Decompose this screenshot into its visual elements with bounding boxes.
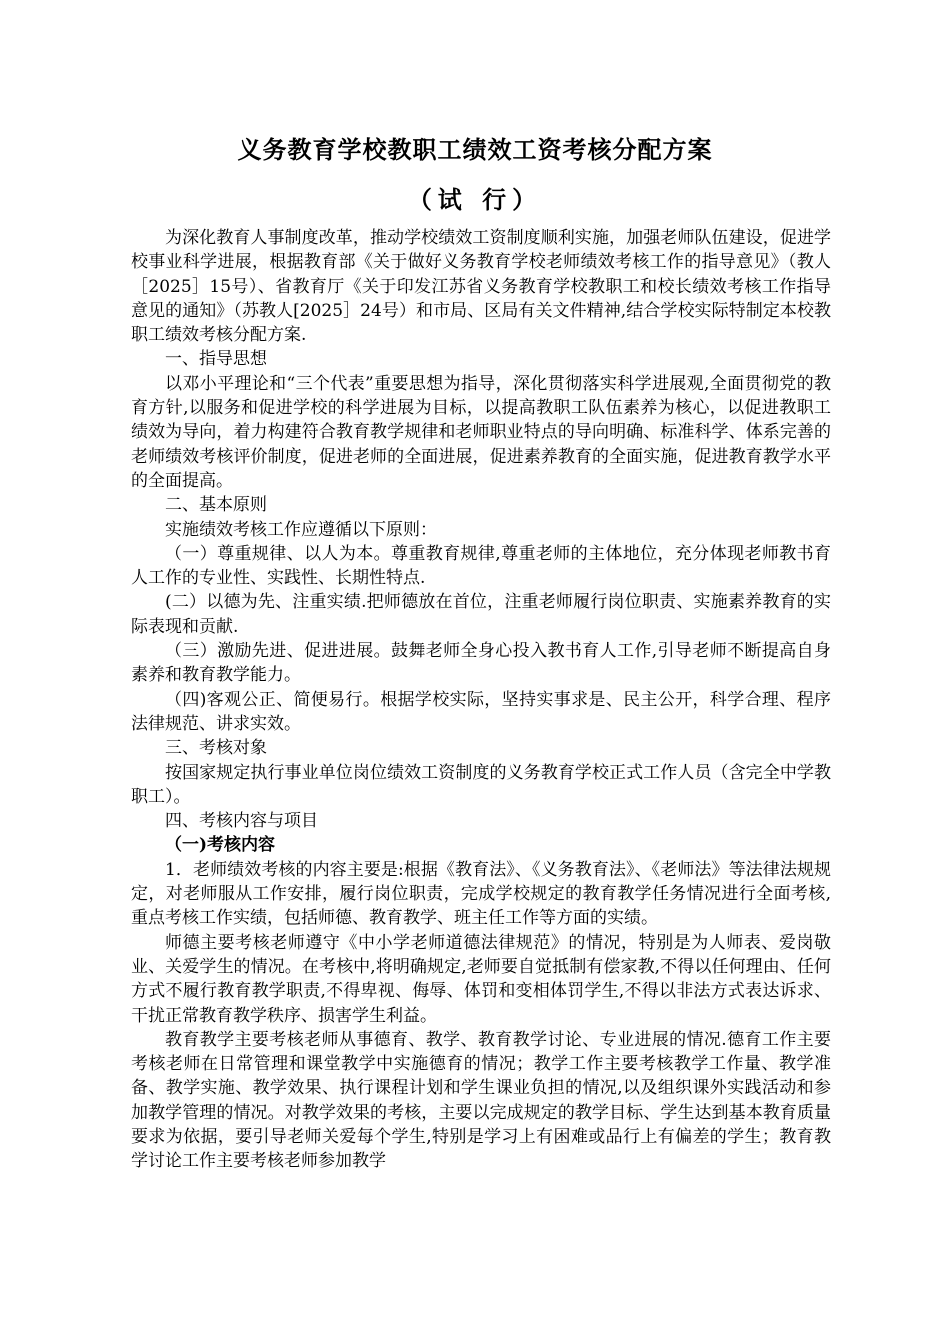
body-paragraph: 以邓小平理论和“三个代表”重要思想为指导，深化贯彻落实科学进展观,全面贯彻党的教育方针,以服务和促进学校的科学进展为目标，以提高教职工队伍素养为核心，以促进教职工绩效为导向，着力构建符合教育教学规律和老师职业特点的导向明确、标准科学、体系完善的老师绩效考核评价制度，促进老师的全面进展，促进素养教育的全面实施，促进教育教学水平的全面提高。 — [131, 373, 831, 491]
section-heading: 四、考核内容与项目 — [165, 811, 318, 832]
document-title: 义务教育学校教职工绩效工资考核分配方案 — [237, 136, 713, 164]
principle-item: （一）尊重规律、以人为本。尊重教育规律,尊重老师的主体地位，充分体现老师教书育人工作的专业性、实践性、长期性特点. — [131, 543, 831, 589]
document-subtitle: （试 行） — [407, 186, 543, 214]
section-heading: 二、基本原则 — [165, 495, 267, 516]
body-paragraph: 教育教学主要考核老师从事德育、教学、教育教学讨论、专业进展的情况.德育工作主要考核老师在日常管理和课堂教学中实施德育的情况；教学工作主要考核教学工作量、教学准备、教学实施、教学效果、执行课程计划和学生课业负担的情况,以及组织课外实践活动和参加教学管理的情况。对教学效果的考核，主要以完成规定的教学目标、学生达到基本教育质量要求为依据，要引导老师关爱每个学生,特别是学习上有困难或品行上有偏差的学生；教育教学讨论工作主要考核老师参加教学 — [131, 1029, 831, 1172]
principle-item: （四)客观公正、简便易行。根据学校实际，坚持实事求是、民主公开，科学合理、程序法律规范、讲求实效。 — [131, 689, 831, 734]
body-paragraph: 按国家规定执行事业单位岗位绩效工资制度的义务教育学校正式工作人员（含完全中学教职工）。 — [131, 762, 831, 807]
subsection-heading: （一)考核内容 — [165, 835, 276, 856]
principle-item: (二）以德为先、注重实绩.把师德放在首位，注重老师履行岗位职责、实施素养教育的实际表现和贡献. — [131, 592, 831, 637]
document-body — [131, 226, 831, 1174]
body-paragraph: 1．老师绩效考核的内容主要是:根据《教育法》、《义务教育法》、《老师法》等法律法规规定，对老师服从工作安排，履行岗位职责，完成学校规定的教育教学任务情况进行全面考核,重点考核工作实绩，包括师德、教育教学、班主任工作等方面的实绩。 — [131, 859, 831, 929]
body-paragraph: 师德主要考核老师遵守《中小学老师道德法律规范》的情况，特别是为人师表、爱岗敬业、关爱学生的情况。在考核中,将明确规定,老师要自觉抵制有偿家教,不得以任何理由、任何方式不履行教育教学职责,不得卑视、侮辱、体罚和变相体罚学生,不得以非法方式表达诉求、干扰正常教育教学秩序、损害学生利益。 — [131, 932, 831, 1026]
principle-item: （三）激励先进、促进进展。鼓舞老师全身心投入教书育人工作,引导老师不断提高自身素养和教育教学能力。 — [131, 641, 831, 686]
section-heading: 三、考核对象 — [165, 738, 267, 759]
section-heading: 一、指导思想 — [165, 349, 267, 370]
body-paragraph: 实施绩效考核工作应遵循以下原则： — [165, 519, 437, 540]
intro-paragraph: 为深化教育人事制度改革，推动学校绩效工资制度顺利实施，加强老师队伍建设，促进学校事业科学进展，根据教育部《关于做好义务教育学校老师绩效考核工作的指导意见》（教人［2025］15号）、省教育厅《关于印发江苏省义务教育学校教职工和校长绩效考核工作指导意见的通知》（苏教人[2025］24号）和市局、区局有关文件精神,结合学校实际特制定本校教职工绩效考核分配方案. — [131, 228, 831, 346]
